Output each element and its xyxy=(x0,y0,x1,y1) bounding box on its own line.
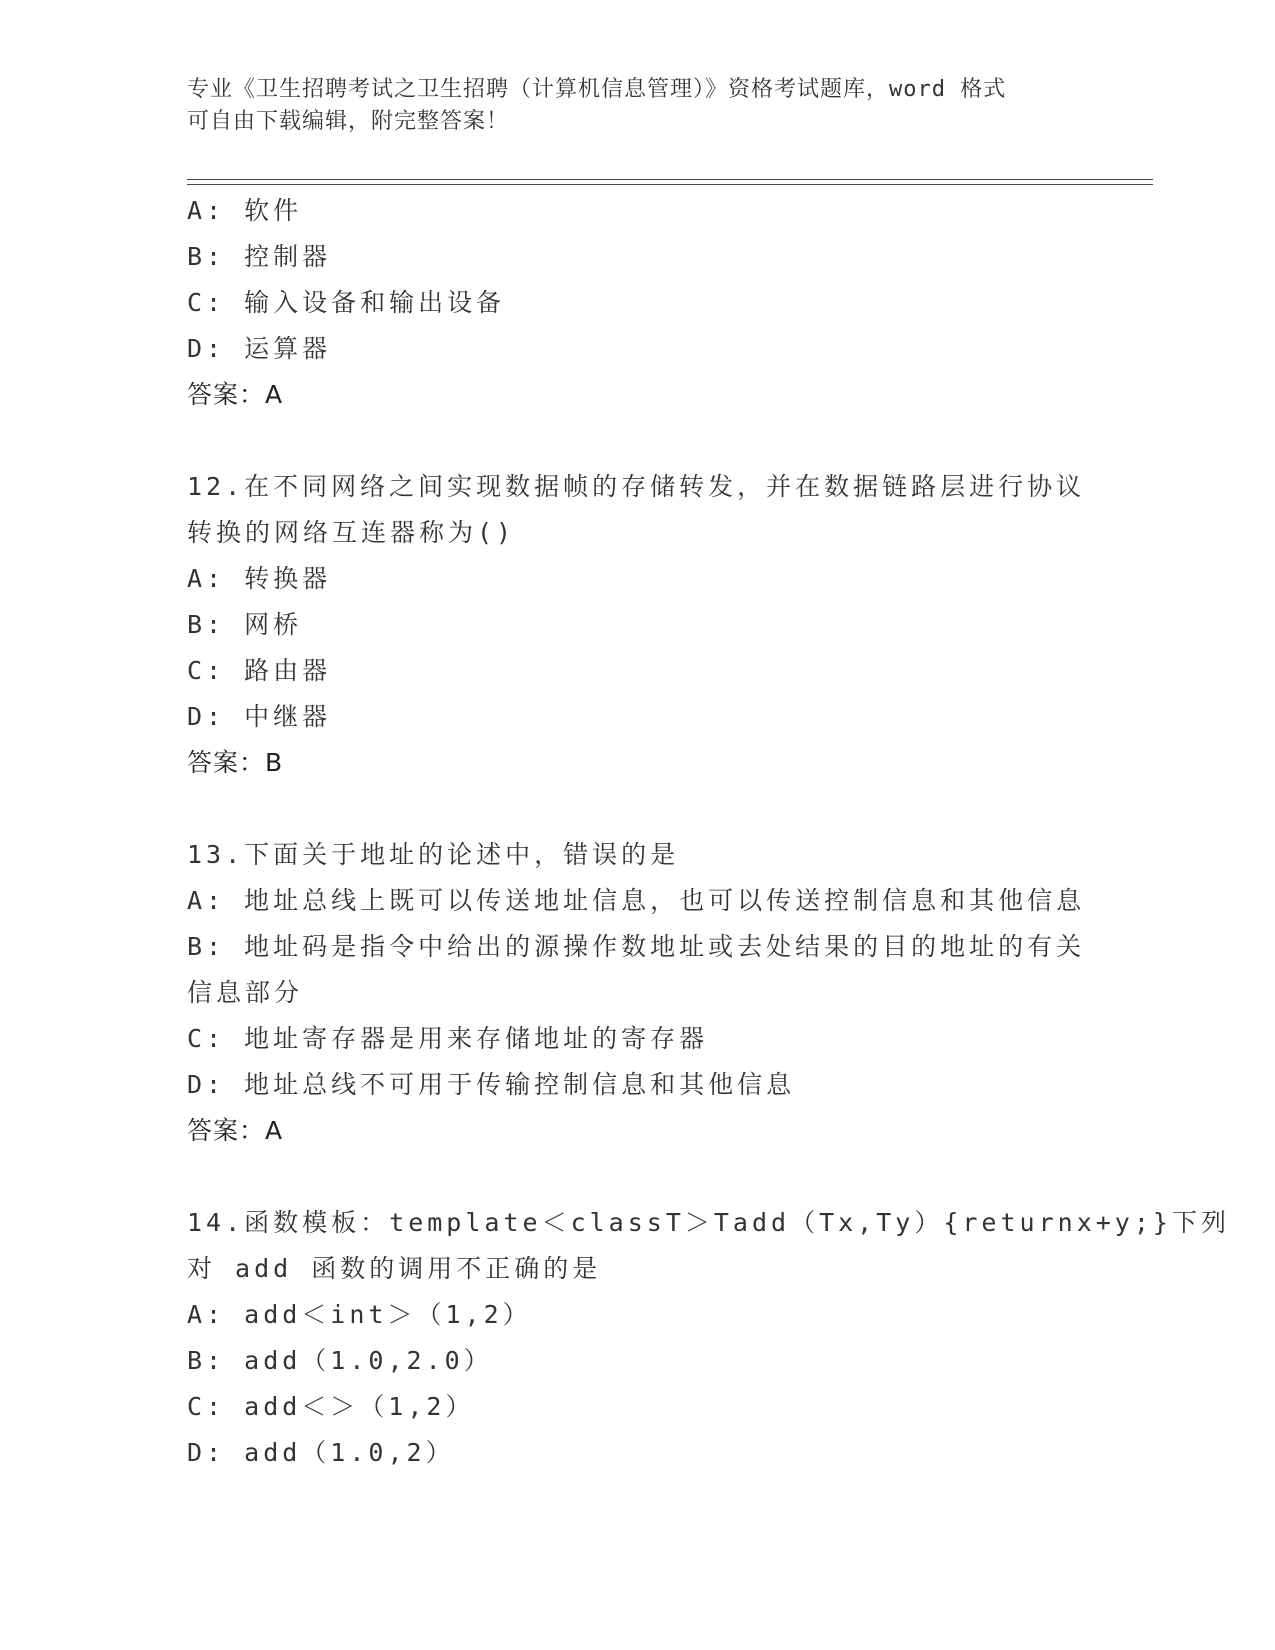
option-a: A: 软件 xyxy=(187,196,303,225)
question-list xyxy=(187,188,1230,1476)
option-b-continued: 信息部分 xyxy=(187,978,304,1007)
spacer xyxy=(187,786,1087,832)
option-c: C: add＜＞（1,2） xyxy=(187,1392,475,1421)
spacer xyxy=(187,418,1087,464)
header-line-2: 可自由下载编辑，附完整答案！ xyxy=(187,109,510,134)
document-header xyxy=(187,74,1087,138)
question-text: 13.下面关于地址的论述中，错误的是 xyxy=(187,840,680,869)
option-a: A: 地址总线上既可以传送地址信息，也可以传送控制信息和其他信息 xyxy=(187,886,1086,915)
spacer xyxy=(187,1154,1087,1200)
question-text: 12.在不同网络之间实现数据帧的存储转发，并在数据链路层进行协议 xyxy=(187,472,1086,501)
header-divider-top xyxy=(187,179,1153,180)
question-11 xyxy=(187,188,1087,418)
option-a: A: 转换器 xyxy=(187,564,332,593)
question-text: 转换的网络互连器称为() xyxy=(187,518,516,547)
option-d: D: 中继器 xyxy=(187,702,332,731)
option-d: D: add（1.0,2） xyxy=(187,1438,455,1467)
question-13 xyxy=(187,832,1087,1154)
question-14 xyxy=(187,1200,1230,1476)
header-line-1: 专业《卫生招聘考试之卫生招聘（计算机信息管理）》资格考试题库，word 格式 xyxy=(187,77,1007,102)
option-c: C: 路由器 xyxy=(187,656,332,685)
option-b: B: add（1.0,2.0） xyxy=(187,1346,493,1375)
option-b: B: 网桥 xyxy=(187,610,303,639)
option-c: C: 地址寄存器是用来存储地址的寄存器 xyxy=(187,1024,709,1053)
option-d: D: 运算器 xyxy=(187,334,332,363)
question-text: 对 add 函数的调用不正确的是 xyxy=(187,1254,602,1283)
answer-line: 答案：A xyxy=(187,1116,284,1145)
option-b: B: 控制器 xyxy=(187,242,332,271)
header-divider-bottom xyxy=(187,184,1153,185)
option-b: B: 地址码是指令中给出的源操作数地址或去处结果的目的地址的有关 xyxy=(187,932,1086,961)
option-c: C: 输入设备和输出设备 xyxy=(187,288,506,317)
option-d: D: 地址总线不可用于传输控制信息和其他信息 xyxy=(187,1070,796,1099)
question-12 xyxy=(187,464,1087,786)
answer-line: 答案：A xyxy=(187,380,284,409)
option-a: A: add＜int＞（1,2） xyxy=(187,1300,532,1329)
answer-line: 答案：B xyxy=(187,748,284,777)
question-text: 14.函数模板：template＜classT＞Tadd（Tx,Ty）{returnx+y;}下列 xyxy=(187,1208,1230,1237)
